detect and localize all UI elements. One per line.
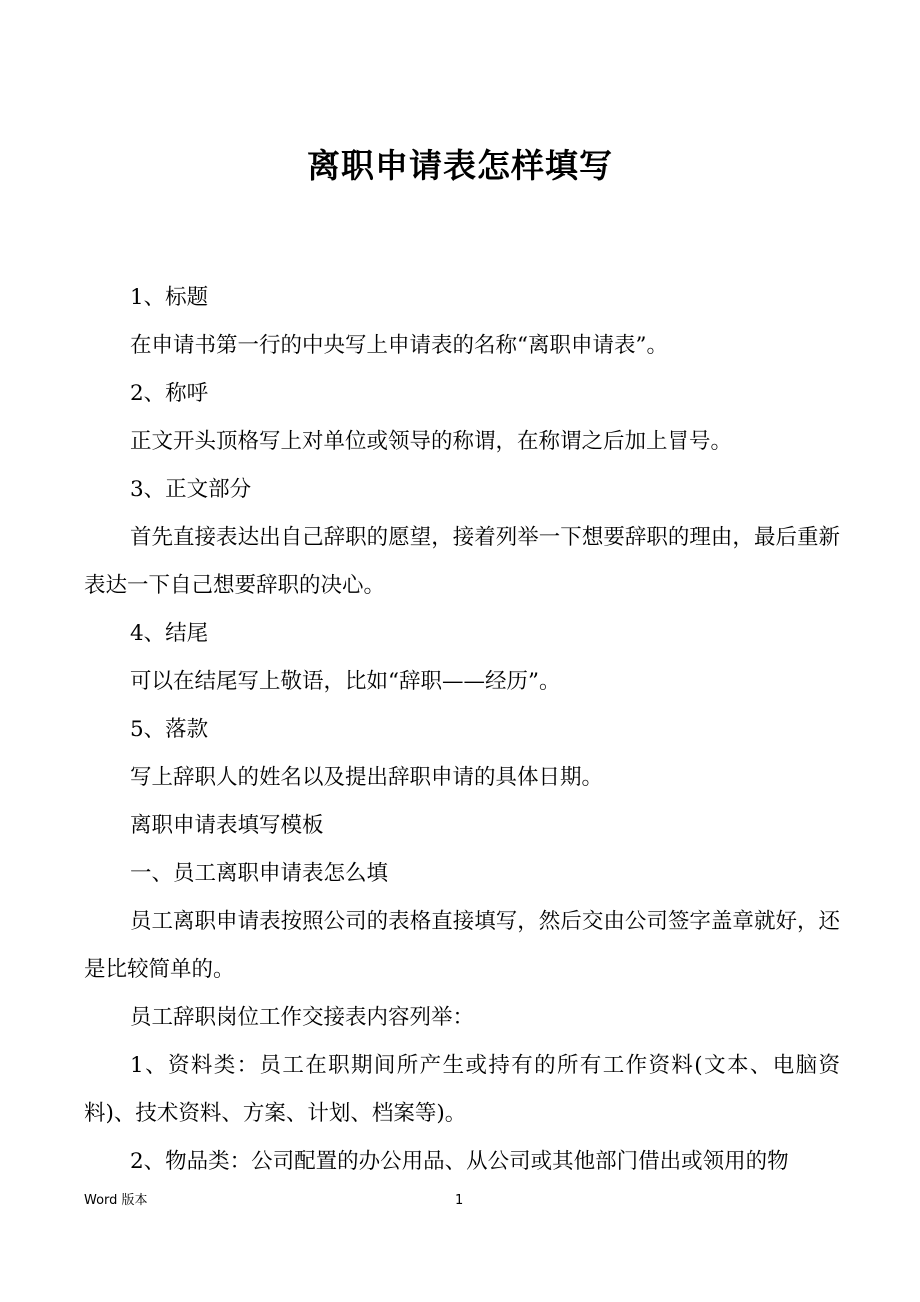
paragraph: 1、标题 — [130, 285, 209, 310]
page-number: 1 — [455, 1193, 464, 1208]
paragraph: 2、物品类：公司配置的办公用品、从公司或其他部门借出或领用的物 — [130, 1149, 789, 1174]
paragraph: 一、员工离职申请表怎么填 — [130, 861, 389, 886]
paragraph: 写上辞职人的姓名以及提出辞职申请的具体日期。 — [130, 765, 604, 790]
paragraph: 2、称呼 — [130, 381, 209, 406]
paragraph: 员工辞职岗位工作交接表内容列举： — [130, 1005, 475, 1030]
paragraph: 1、资料类：员工在职期间所产生或持有的所有工作资料(文本、电脑资料)、技术资料、方案、计划、档案等)。 — [84, 1053, 840, 1126]
document-body — [84, 274, 840, 1186]
paragraph: 离职申请表填写模板 — [130, 813, 324, 838]
paragraph: 首先直接表达出自己辞职的愿望，接着列举一下想要辞职的理由，最后重新表达一下自己想要辞职的决心。 — [84, 525, 840, 598]
paragraph: 5、落款 — [130, 717, 209, 742]
document-title: 离职申请表怎样填写 — [307, 146, 613, 185]
paragraph: 3、正文部分 — [130, 477, 252, 502]
paragraph: 在申请书第一行的中央写上申请表的名称“离职申请表”。 — [130, 333, 668, 358]
paragraph: 可以在结尾写上敬语，比如“辞职——经历”。 — [130, 669, 561, 694]
paragraph: 4、结尾 — [130, 621, 209, 646]
paragraph: 正文开头顶格写上对单位或领导的称谓，在称谓之后加上冒号。 — [130, 429, 733, 454]
footer-label: Word 版本 — [84, 1193, 148, 1208]
paragraph: 员工离职申请表按照公司的表格直接填写，然后交由公司签字盖章就好，还是比较简单的。 — [84, 909, 840, 982]
